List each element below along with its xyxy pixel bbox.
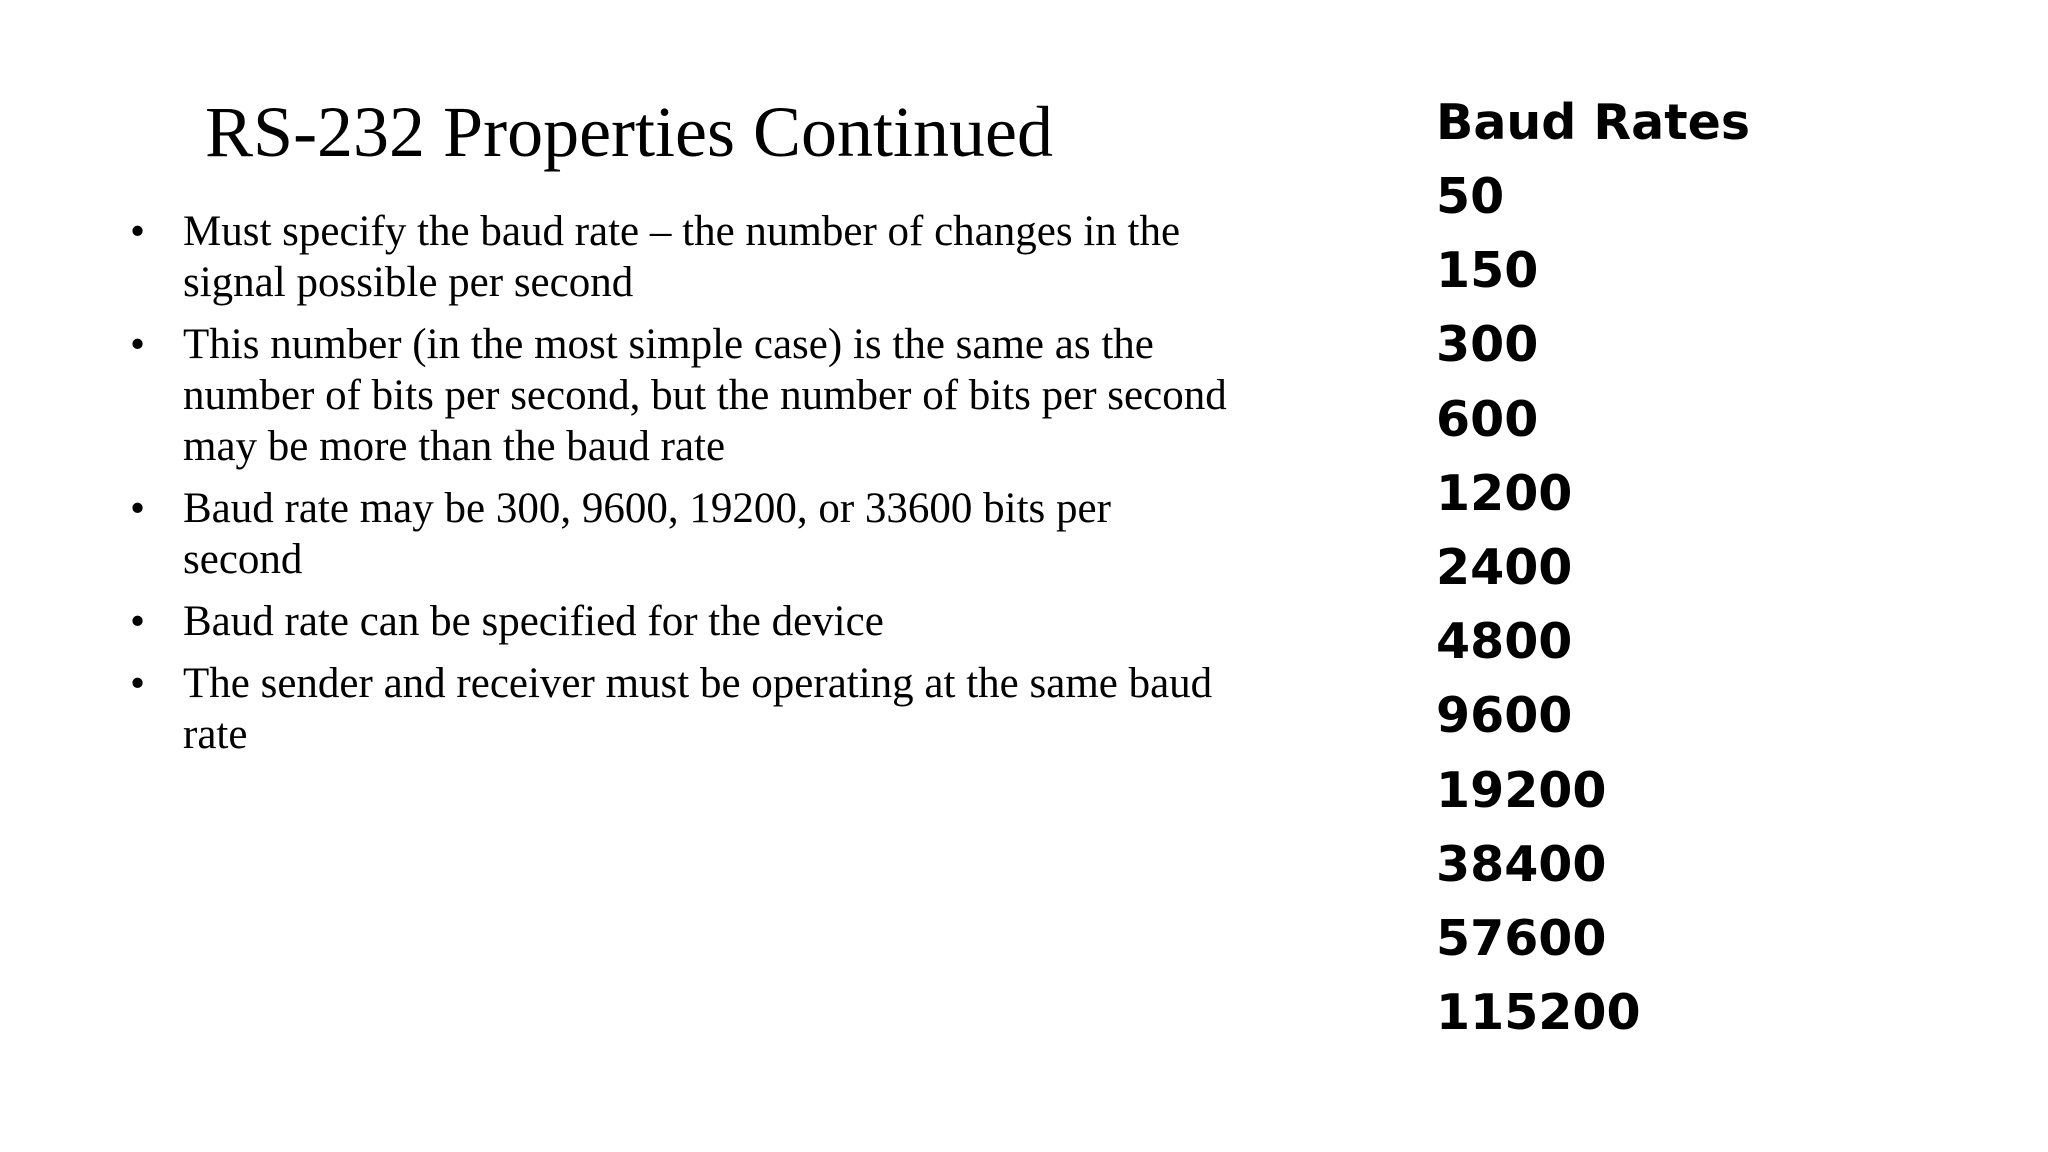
baud-rate-value: 115200 [1436, 984, 1641, 1042]
baud-rates-heading: Baud Rates [1436, 94, 1751, 151]
bullet-text: Baud rate may be 300, 9600, 19200, or 33600 bits per second [183, 485, 1111, 583]
slide-title: RS-232 Properties Continued [205, 92, 1053, 172]
bullet-text: The sender and receiver must be operating at the same baud rate [183, 660, 1213, 758]
baud-rate-value: 19200 [1436, 761, 1607, 819]
baud-rate-value: 38400 [1436, 835, 1607, 893]
bullet-item [130, 206, 1240, 308]
baud-rate-value: 2400 [1436, 539, 1573, 597]
bullet-text: Must specify the baud rate – the number of changes in the signal possible per second [183, 208, 1181, 306]
bullet-dot: • [130, 321, 146, 368]
bullet-dot: • [130, 208, 146, 255]
baud-rate-value: 300 [1436, 316, 1539, 374]
bullet-list [130, 206, 1240, 771]
baud-rate-value: 150 [1436, 242, 1539, 300]
baud-rates-list [1436, 160, 1641, 1050]
bullet-item [130, 483, 1240, 585]
baud-rate-value: 4800 [1436, 613, 1573, 671]
baud-rate-value: 57600 [1436, 910, 1607, 968]
bullet-dot: • [130, 485, 146, 532]
baud-rate-value: 9600 [1436, 687, 1573, 745]
bullet-item [130, 596, 1240, 647]
baud-rate-value: 1200 [1436, 464, 1573, 522]
bullet-dot: • [130, 598, 146, 645]
bullet-dot: • [130, 660, 146, 707]
baud-rate-value: 600 [1436, 390, 1539, 448]
bullet-text: Baud rate can be specified for the device [183, 598, 884, 645]
bullet-item [130, 658, 1240, 760]
bullet-item [130, 319, 1240, 472]
baud-rate-value: 50 [1436, 168, 1505, 225]
bullet-text: This number (in the most simple case) is the same as the number of bits per second, but the number of bits per second may be more than the baud rate [183, 321, 1227, 470]
